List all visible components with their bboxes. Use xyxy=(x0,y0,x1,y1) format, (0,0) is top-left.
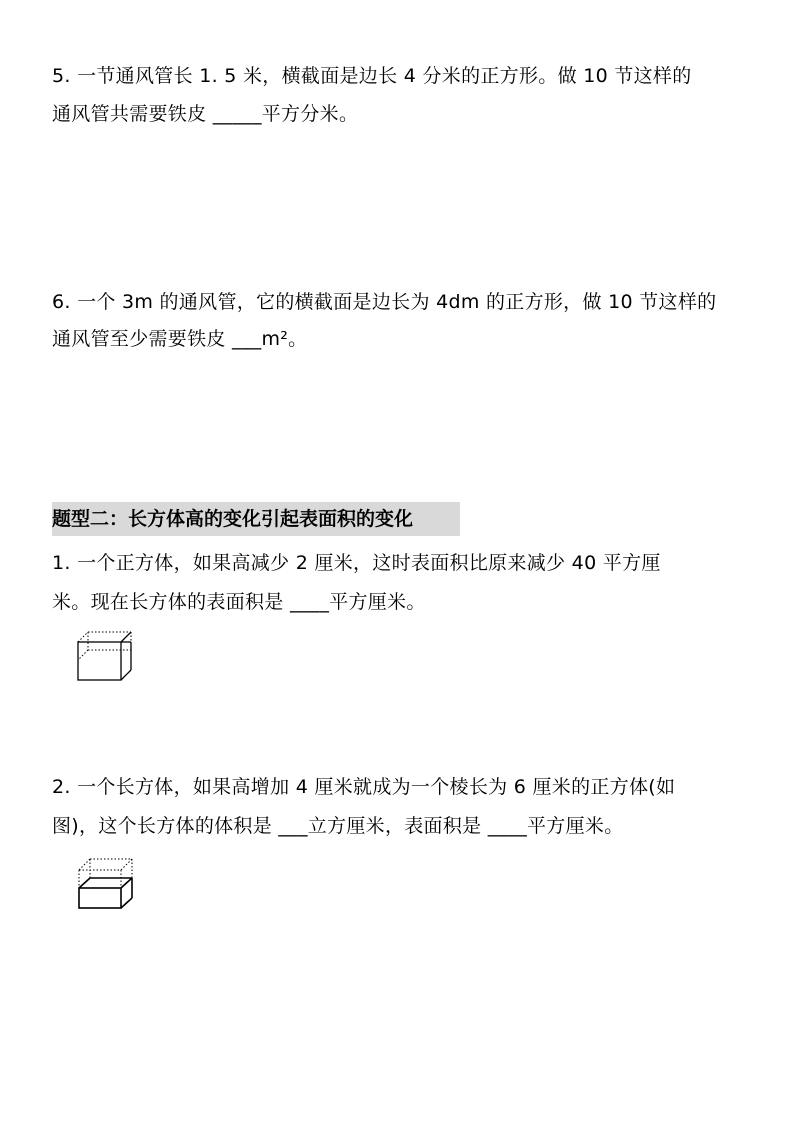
cube-dotted-top-icon xyxy=(76,630,134,682)
section2-question-1-line-1: 1. 一个正方体，如果高减少 2 厘米，这时表面积比原来减少 40 平方厘 xyxy=(52,552,661,574)
question-6-line-2: 通风管至少需要铁皮 ___m²。 xyxy=(52,328,308,350)
question-5-line-2: 通风管共需要铁皮 _____平方分米。 xyxy=(52,103,359,125)
section2-question-2-line-2: 图)，这个长方体的体积是 ___立方厘米，表面积是 ____平方厘米。 xyxy=(52,815,624,837)
question-6-line-1: 6. 一个 3m 的通风管，它的横截面是边长为 4dm 的正方形，做 10 节这样的 xyxy=(52,291,717,313)
section-title: 题型二：长方体高的变化引起表面积的变化 xyxy=(52,502,460,536)
section2-question-1-line-2: 米。现在长方体的表面积是 ____平方厘米。 xyxy=(52,591,426,613)
flat-box-dotted-cube-icon xyxy=(76,856,136,912)
question-5-line-1: 5. 一节通风管长 1. 5 米，横截面是边长 4 分米的正方形。做 10 节这样的 xyxy=(52,65,692,87)
section2-question-2-line-1: 2. 一个长方体，如果高增加 4 厘米就成为一个棱长为 6 厘米的正方体(如 xyxy=(52,776,676,798)
